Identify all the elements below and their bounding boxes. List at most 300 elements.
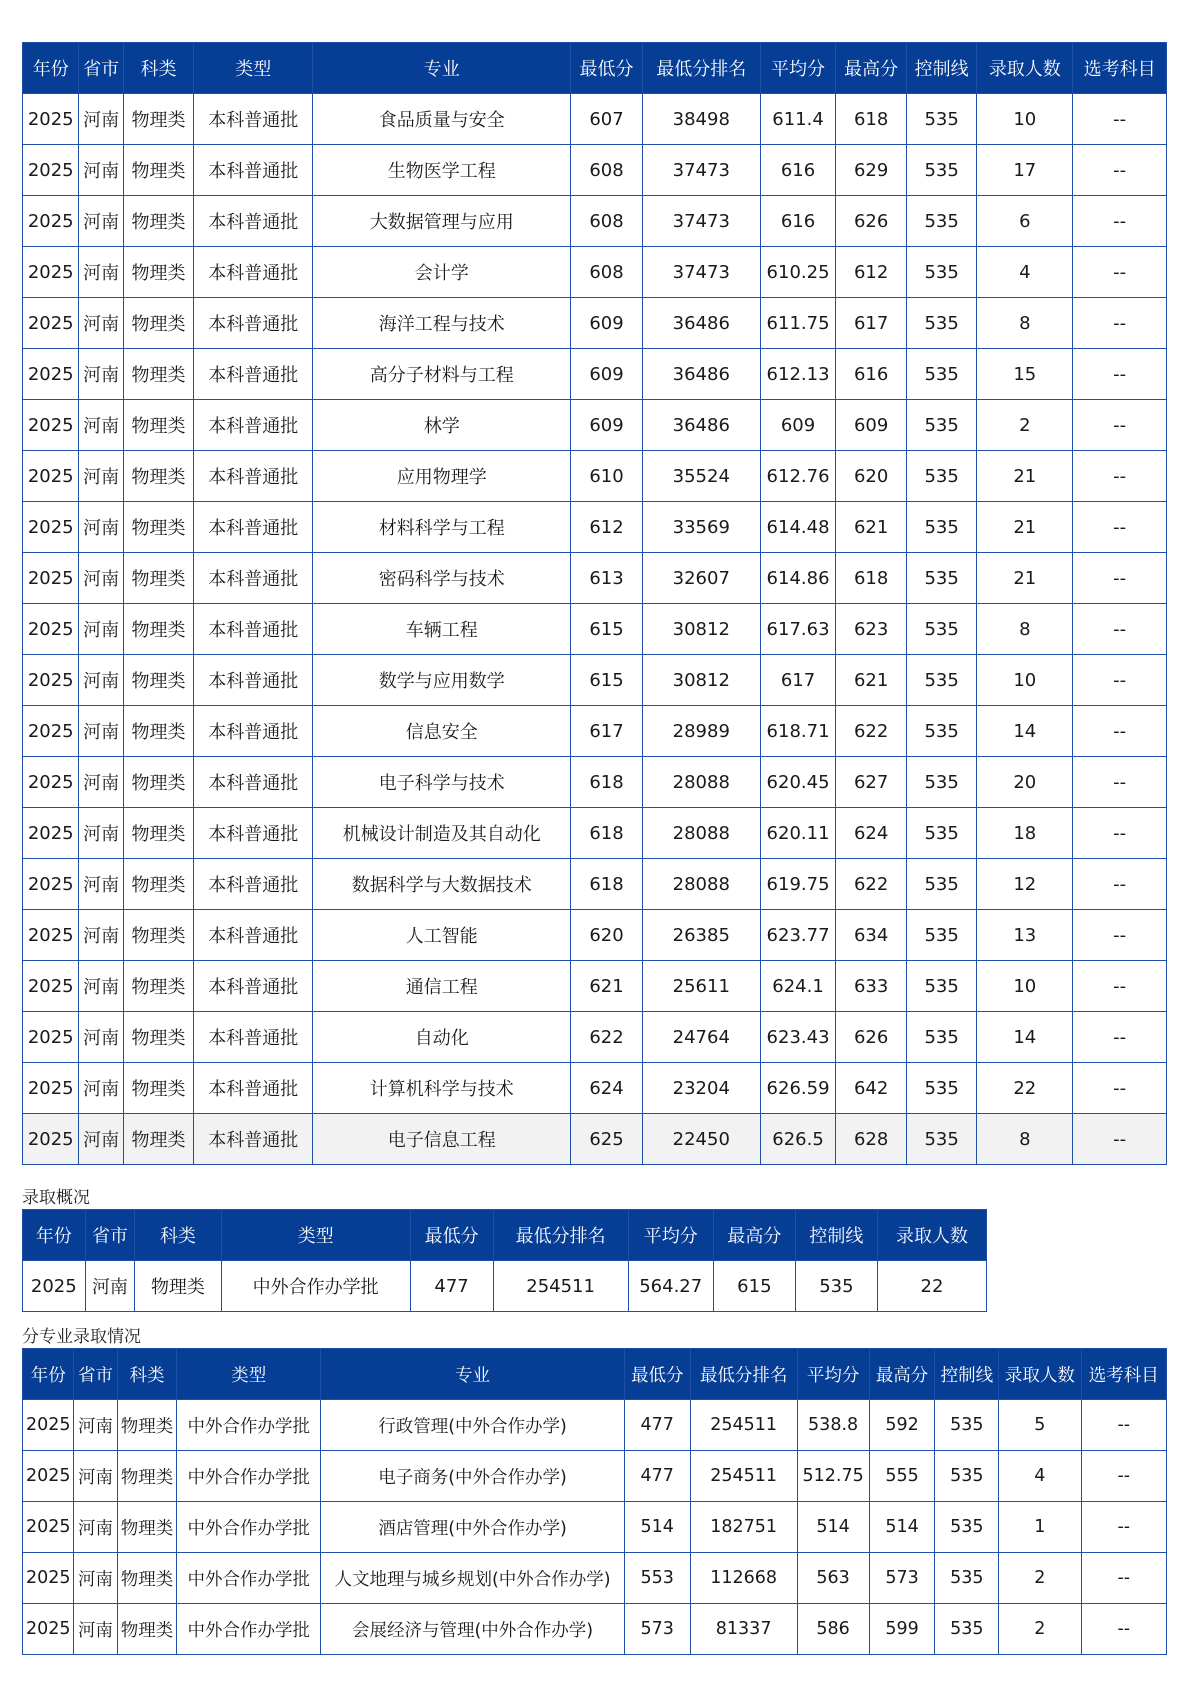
control-line-cell: 535 [906, 1063, 977, 1114]
subject-category-cell: 物理类 [117, 1400, 177, 1451]
avg-score-cell: 616 [760, 196, 836, 247]
elective-subjects-cell: -- [1081, 1400, 1166, 1451]
avg-score-cell: 614.86 [760, 553, 836, 604]
major-cell: 电子商务(中外合作办学) [321, 1451, 624, 1502]
batch-type-cell: 本科普通批 [194, 910, 313, 961]
min-rank-cell: 38498 [642, 94, 760, 145]
subject-category-cell: 物理类 [123, 502, 194, 553]
admitted-count-cell: 5 [999, 1400, 1081, 1451]
year-cell: 2025 [23, 1261, 86, 1312]
min-score-cell: 615 [571, 655, 643, 706]
major-cell: 密码科学与技术 [313, 553, 571, 604]
province-cell: 河南 [79, 196, 123, 247]
col-header-year: 年份 [23, 1210, 86, 1261]
avg-score-cell: 617 [760, 655, 836, 706]
major-cell: 行政管理(中外合作办学) [321, 1400, 624, 1451]
year-cell: 2025 [23, 1012, 79, 1063]
section-title-major-admission: 分专业录取情况 [22, 1327, 141, 1347]
max-score-cell: 612 [836, 247, 907, 298]
province-cell: 河南 [79, 961, 123, 1012]
avg-score-cell: 616 [760, 145, 836, 196]
control-line-cell: 535 [906, 553, 977, 604]
min-rank-cell: 32607 [642, 553, 760, 604]
col-header-subject-category: 科类 [117, 1349, 177, 1400]
subject-category-cell: 物理类 [123, 145, 194, 196]
year-cell: 2025 [23, 349, 79, 400]
admitted-count-cell: 18 [977, 808, 1073, 859]
min-rank-cell: 33569 [642, 502, 760, 553]
max-score-cell: 626 [836, 1012, 907, 1063]
subject-category-cell: 物理类 [123, 94, 194, 145]
year-cell: 2025 [23, 298, 79, 349]
avg-score-cell: 619.75 [760, 859, 836, 910]
min-score-cell: 477 [410, 1261, 493, 1312]
min-score-cell: 477 [624, 1451, 690, 1502]
year-cell: 2025 [23, 910, 79, 961]
min-score-cell: 607 [571, 94, 643, 145]
admitted-count-cell: 20 [977, 757, 1073, 808]
min-score-cell: 477 [624, 1400, 690, 1451]
min-rank-cell: 22450 [642, 1114, 760, 1165]
year-cell: 2025 [23, 1553, 74, 1604]
year-cell: 2025 [23, 859, 79, 910]
batch-type-cell: 中外合作办学批 [177, 1451, 321, 1502]
batch-type-cell: 中外合作办学批 [221, 1261, 410, 1312]
col-header-province: 省市 [79, 43, 123, 94]
col-header-province: 省市 [85, 1210, 135, 1261]
province-cell: 河南 [79, 145, 123, 196]
subject-category-cell: 物理类 [123, 400, 194, 451]
control-line-cell: 535 [906, 859, 977, 910]
year-cell: 2025 [23, 961, 79, 1012]
col-header-min-score: 最低分 [571, 43, 643, 94]
elective-subjects-cell: -- [1073, 604, 1167, 655]
major-cell: 电子信息工程 [313, 1114, 571, 1165]
max-score-cell: 609 [836, 400, 907, 451]
avg-score-cell: 620.45 [760, 757, 836, 808]
elective-subjects-cell: -- [1073, 247, 1167, 298]
batch-type-cell: 本科普通批 [194, 859, 313, 910]
min-score-cell: 625 [571, 1114, 643, 1165]
control-line-cell: 535 [935, 1451, 999, 1502]
table-row [23, 859, 1167, 910]
province-cell: 河南 [79, 706, 123, 757]
subject-category-cell: 物理类 [117, 1553, 177, 1604]
province-cell: 河南 [79, 400, 123, 451]
control-line-cell: 535 [906, 961, 977, 1012]
major-cell: 会展经济与管理(中外合作办学) [321, 1604, 624, 1655]
avg-score-cell: 617.63 [760, 604, 836, 655]
min-rank-cell: 26385 [642, 910, 760, 961]
max-score-cell: 617 [836, 298, 907, 349]
col-header-elective-subjects: 选考科目 [1081, 1349, 1166, 1400]
table-row [23, 247, 1167, 298]
major-cell: 通信工程 [313, 961, 571, 1012]
col-header-batch-type: 类型 [221, 1210, 410, 1261]
batch-type-cell: 本科普通批 [194, 808, 313, 859]
batch-type-cell: 本科普通批 [194, 961, 313, 1012]
col-header-province: 省市 [74, 1349, 117, 1400]
max-score-cell: 633 [836, 961, 907, 1012]
batch-type-cell: 本科普通批 [194, 1114, 313, 1165]
elective-subjects-cell: -- [1081, 1553, 1166, 1604]
subject-category-cell: 物理类 [123, 451, 194, 502]
col-header-min-rank: 最低分排名 [493, 1210, 628, 1261]
min-score-cell: 622 [571, 1012, 643, 1063]
control-line-cell: 535 [906, 910, 977, 961]
year-cell: 2025 [23, 1063, 79, 1114]
avg-score-cell: 623.77 [760, 910, 836, 961]
max-score-cell: 573 [869, 1553, 935, 1604]
col-header-min-rank: 最低分排名 [690, 1349, 797, 1400]
control-line-cell: 535 [906, 298, 977, 349]
subject-category-cell: 物理类 [123, 655, 194, 706]
year-cell: 2025 [23, 604, 79, 655]
control-line-cell: 535 [906, 400, 977, 451]
elective-subjects-cell: -- [1073, 757, 1167, 808]
control-line-cell: 535 [935, 1502, 999, 1553]
table-row [23, 961, 1167, 1012]
table-header-row [23, 1210, 987, 1261]
major-cell: 人文地理与城乡规划(中外合作办学) [321, 1553, 624, 1604]
control-line-cell: 535 [906, 94, 977, 145]
table-row [23, 502, 1167, 553]
subject-category-cell: 物理类 [123, 706, 194, 757]
subject-category-cell: 物理类 [123, 247, 194, 298]
avg-score-cell: 612.76 [760, 451, 836, 502]
subject-category-cell: 物理类 [123, 859, 194, 910]
year-cell: 2025 [23, 757, 79, 808]
province-cell: 河南 [79, 298, 123, 349]
max-score-cell: 622 [836, 706, 907, 757]
year-cell: 2025 [23, 502, 79, 553]
year-cell: 2025 [23, 451, 79, 502]
subject-category-cell: 物理类 [123, 604, 194, 655]
batch-type-cell: 本科普通批 [194, 1063, 313, 1114]
elective-subjects-cell: -- [1073, 451, 1167, 502]
major-cell: 大数据管理与应用 [313, 196, 571, 247]
major-cell: 酒店管理(中外合作办学) [321, 1502, 624, 1553]
max-score-cell: 514 [869, 1502, 935, 1553]
admitted-count-cell: 4 [999, 1451, 1081, 1502]
min-score-cell: 615 [571, 604, 643, 655]
max-score-cell: 621 [836, 502, 907, 553]
min-rank-cell: 30812 [642, 604, 760, 655]
admitted-count-cell: 8 [977, 604, 1073, 655]
elective-subjects-cell: -- [1073, 298, 1167, 349]
control-line-cell: 535 [906, 1114, 977, 1165]
admitted-count-cell: 22 [877, 1261, 986, 1312]
col-header-max-score: 最高分 [836, 43, 907, 94]
admitted-count-cell: 14 [977, 1012, 1073, 1063]
min-score-cell: 624 [571, 1063, 643, 1114]
admitted-count-cell: 4 [977, 247, 1073, 298]
batch-type-cell: 本科普通批 [194, 706, 313, 757]
admitted-count-cell: 8 [977, 298, 1073, 349]
min-rank-cell: 30812 [642, 655, 760, 706]
min-rank-cell: 81337 [690, 1604, 797, 1655]
table-header-row [23, 43, 1167, 94]
batch-type-cell: 中外合作办学批 [177, 1553, 321, 1604]
control-line-cell: 535 [906, 145, 977, 196]
subject-category-cell: 物理类 [117, 1604, 177, 1655]
min-rank-cell: 25611 [642, 961, 760, 1012]
avg-score-cell: 512.75 [797, 1451, 869, 1502]
table-row [23, 1063, 1167, 1114]
max-score-cell: 618 [836, 94, 907, 145]
subject-category-cell: 物理类 [123, 349, 194, 400]
table-row [23, 1502, 1167, 1553]
major-cell: 机械设计制造及其自动化 [313, 808, 571, 859]
col-header-min-rank: 最低分排名 [642, 43, 760, 94]
col-header-avg-score: 平均分 [628, 1210, 713, 1261]
col-header-year: 年份 [23, 1349, 74, 1400]
major-admission-table-general [22, 42, 1167, 1165]
control-line-cell: 535 [935, 1553, 999, 1604]
table-row [23, 196, 1167, 247]
subject-category-cell: 物理类 [123, 1063, 194, 1114]
elective-subjects-cell: -- [1073, 655, 1167, 706]
batch-type-cell: 本科普通批 [194, 247, 313, 298]
elective-subjects-cell: -- [1073, 808, 1167, 859]
province-cell: 河南 [74, 1451, 117, 1502]
table-row [23, 145, 1167, 196]
control-line-cell: 535 [906, 655, 977, 706]
min-score-cell: 617 [571, 706, 643, 757]
elective-subjects-cell: -- [1081, 1502, 1166, 1553]
col-header-elective-subjects: 选考科目 [1073, 43, 1167, 94]
col-header-control-line: 控制线 [906, 43, 977, 94]
control-line-cell: 535 [906, 196, 977, 247]
admitted-count-cell: 1 [999, 1502, 1081, 1553]
major-cell: 应用物理学 [313, 451, 571, 502]
avg-score-cell: 623.43 [760, 1012, 836, 1063]
avg-score-cell: 611.75 [760, 298, 836, 349]
major-cell: 信息安全 [313, 706, 571, 757]
max-score-cell: 624 [836, 808, 907, 859]
avg-score-cell: 618.71 [760, 706, 836, 757]
year-cell: 2025 [23, 196, 79, 247]
max-score-cell: 642 [836, 1063, 907, 1114]
min-score-cell: 608 [571, 247, 643, 298]
batch-type-cell: 本科普通批 [194, 655, 313, 706]
major-cell: 自动化 [313, 1012, 571, 1063]
table-row [23, 94, 1167, 145]
elective-subjects-cell: -- [1081, 1451, 1166, 1502]
elective-subjects-cell: -- [1073, 1114, 1167, 1165]
major-cell: 海洋工程与技术 [313, 298, 571, 349]
elective-subjects-cell: -- [1073, 1063, 1167, 1114]
province-cell: 河南 [74, 1502, 117, 1553]
table-row [23, 1400, 1167, 1451]
avg-score-cell: 614.48 [760, 502, 836, 553]
table-row [23, 1451, 1167, 1502]
min-rank-cell: 28088 [642, 808, 760, 859]
admitted-count-cell: 2 [977, 400, 1073, 451]
major-admission-table-joint [22, 1348, 1167, 1655]
elective-subjects-cell: -- [1073, 910, 1167, 961]
subject-category-cell: 物理类 [123, 910, 194, 961]
elective-subjects-cell: -- [1073, 196, 1167, 247]
avg-score-cell: 564.27 [628, 1261, 713, 1312]
province-cell: 河南 [79, 910, 123, 961]
elective-subjects-cell: -- [1073, 145, 1167, 196]
col-header-avg-score: 平均分 [797, 1349, 869, 1400]
table-row [23, 655, 1167, 706]
subject-category-cell: 物理类 [123, 196, 194, 247]
table-row [23, 910, 1167, 961]
major-cell: 会计学 [313, 247, 571, 298]
major-cell: 计算机科学与技术 [313, 1063, 571, 1114]
elective-subjects-cell: -- [1073, 706, 1167, 757]
subject-category-cell: 物理类 [117, 1451, 177, 1502]
min-rank-cell: 254511 [690, 1400, 797, 1451]
col-header-admitted-count: 录取人数 [877, 1210, 986, 1261]
batch-type-cell: 本科普通批 [194, 298, 313, 349]
col-header-control-line: 控制线 [935, 1349, 999, 1400]
min-rank-cell: 36486 [642, 400, 760, 451]
min-score-cell: 608 [571, 196, 643, 247]
admitted-count-cell: 14 [977, 706, 1073, 757]
max-score-cell: 592 [869, 1400, 935, 1451]
admitted-count-cell: 2 [999, 1604, 1081, 1655]
batch-type-cell: 本科普通批 [194, 349, 313, 400]
max-score-cell: 615 [713, 1261, 795, 1312]
province-cell: 河南 [79, 604, 123, 655]
min-rank-cell: 112668 [690, 1553, 797, 1604]
col-header-max-score: 最高分 [713, 1210, 795, 1261]
batch-type-cell: 本科普通批 [194, 196, 313, 247]
year-cell: 2025 [23, 553, 79, 604]
batch-type-cell: 中外合作办学批 [177, 1502, 321, 1553]
col-header-subject-category: 科类 [135, 1210, 221, 1261]
col-header-major: 专业 [321, 1349, 624, 1400]
min-score-cell: 618 [571, 808, 643, 859]
max-score-cell: 620 [836, 451, 907, 502]
subject-category-cell: 物理类 [123, 961, 194, 1012]
table-row [23, 1553, 1167, 1604]
control-line-cell: 535 [906, 757, 977, 808]
subject-category-cell: 物理类 [123, 298, 194, 349]
min-rank-cell: 36486 [642, 349, 760, 400]
province-cell: 河南 [79, 757, 123, 808]
year-cell: 2025 [23, 655, 79, 706]
table-row [23, 451, 1167, 502]
admitted-count-cell: 21 [977, 502, 1073, 553]
min-rank-cell: 23204 [642, 1063, 760, 1114]
max-score-cell: 555 [869, 1451, 935, 1502]
min-score-cell: 612 [571, 502, 643, 553]
province-cell: 河南 [79, 451, 123, 502]
subject-category-cell: 物理类 [123, 1012, 194, 1063]
batch-type-cell: 本科普通批 [194, 94, 313, 145]
province-cell: 河南 [79, 94, 123, 145]
table-row [23, 349, 1167, 400]
year-cell: 2025 [23, 1604, 74, 1655]
col-header-avg-score: 平均分 [760, 43, 836, 94]
admitted-count-cell: 10 [977, 94, 1073, 145]
table-row [23, 1012, 1167, 1063]
subject-category-cell: 物理类 [117, 1502, 177, 1553]
province-cell: 河南 [79, 1114, 123, 1165]
batch-type-cell: 本科普通批 [194, 502, 313, 553]
table-row [23, 1114, 1167, 1165]
avg-score-cell: 612.13 [760, 349, 836, 400]
avg-score-cell: 514 [797, 1502, 869, 1553]
admitted-count-cell: 10 [977, 655, 1073, 706]
table-row [23, 298, 1167, 349]
min-score-cell: 553 [624, 1553, 690, 1604]
elective-subjects-cell: -- [1073, 349, 1167, 400]
admitted-count-cell: 17 [977, 145, 1073, 196]
col-header-min-score: 最低分 [410, 1210, 493, 1261]
min-score-cell: 610 [571, 451, 643, 502]
table-row [23, 757, 1167, 808]
major-cell: 数据科学与大数据技术 [313, 859, 571, 910]
subject-category-cell: 物理类 [123, 1114, 194, 1165]
min-score-cell: 621 [571, 961, 643, 1012]
avg-score-cell: 563 [797, 1553, 869, 1604]
col-header-control-line: 控制线 [795, 1210, 877, 1261]
col-header-admitted-count: 录取人数 [977, 43, 1073, 94]
control-line-cell: 535 [906, 502, 977, 553]
max-score-cell: 626 [836, 196, 907, 247]
min-score-cell: 609 [571, 349, 643, 400]
province-cell: 河南 [85, 1261, 135, 1312]
avg-score-cell: 610.25 [760, 247, 836, 298]
col-header-subject-category: 科类 [123, 43, 194, 94]
avg-score-cell: 620.11 [760, 808, 836, 859]
table-row [23, 1261, 987, 1312]
admission-overview-table [22, 1209, 987, 1312]
max-score-cell: 618 [836, 553, 907, 604]
major-cell: 食品质量与安全 [313, 94, 571, 145]
avg-score-cell: 624.1 [760, 961, 836, 1012]
batch-type-cell: 中外合作办学批 [177, 1604, 321, 1655]
col-header-batch-type: 类型 [177, 1349, 321, 1400]
admitted-count-cell: 15 [977, 349, 1073, 400]
admitted-count-cell: 22 [977, 1063, 1073, 1114]
province-cell: 河南 [74, 1400, 117, 1451]
province-cell: 河南 [79, 247, 123, 298]
batch-type-cell: 本科普通批 [194, 145, 313, 196]
province-cell: 河南 [79, 859, 123, 910]
max-score-cell: 621 [836, 655, 907, 706]
elective-subjects-cell: -- [1073, 400, 1167, 451]
control-line-cell: 535 [906, 808, 977, 859]
subject-category-cell: 物理类 [123, 808, 194, 859]
col-header-major: 专业 [313, 43, 571, 94]
year-cell: 2025 [23, 247, 79, 298]
control-line-cell: 535 [906, 1012, 977, 1063]
min-score-cell: 620 [571, 910, 643, 961]
avg-score-cell: 626.5 [760, 1114, 836, 1165]
control-line-cell: 535 [906, 247, 977, 298]
min-rank-cell: 28088 [642, 757, 760, 808]
min-rank-cell: 35524 [642, 451, 760, 502]
elective-subjects-cell: -- [1073, 1012, 1167, 1063]
subject-category-cell: 物理类 [123, 757, 194, 808]
province-cell: 河南 [79, 1063, 123, 1114]
admitted-count-cell: 21 [977, 451, 1073, 502]
avg-score-cell: 611.4 [760, 94, 836, 145]
avg-score-cell: 586 [797, 1604, 869, 1655]
col-header-min-score: 最低分 [624, 1349, 690, 1400]
batch-type-cell: 中外合作办学批 [177, 1400, 321, 1451]
major-cell: 人工智能 [313, 910, 571, 961]
batch-type-cell: 本科普通批 [194, 553, 313, 604]
min-score-cell: 514 [624, 1502, 690, 1553]
